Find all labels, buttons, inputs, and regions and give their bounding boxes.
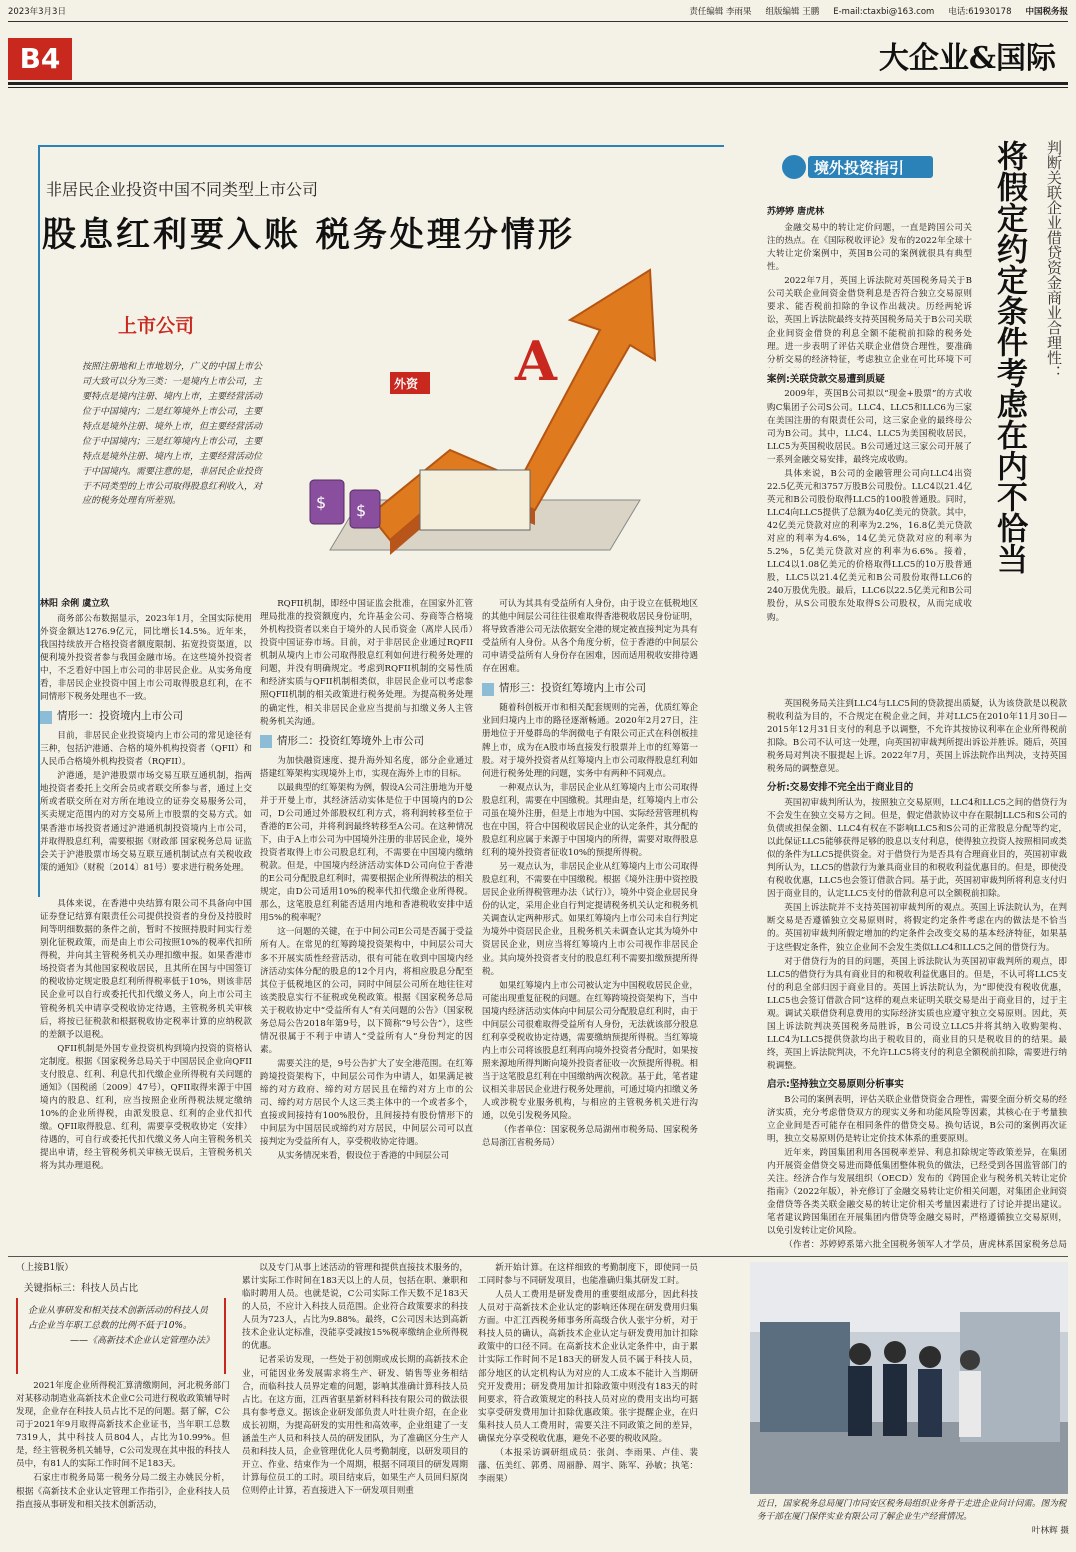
dollar-icon: $	[356, 501, 367, 520]
main-headline: 股息红利要入账 税务处理分情形	[42, 215, 575, 255]
person-head	[849, 1343, 871, 1365]
main-paragraph: 这一问题的关键，在于中间公司E公司是否属于受益所有人。在常见的红筹跨境投资架构中，中间层公司大多不开展实质性经营活动，很有可能在收到中国境内经济活动实体分配的股息的12个月内，将相应股息分配至其位于低税地区的公司，同时中间层公司所在地往往对该类股息实行不征税或免税政策。根据《国家税务总局关于税收协定中“受益所有人”有关问题的公告》（国家税务总局公告2018年第9号，以下简称“9号公告”），这些情况很属于不利于申请人“受益所有人”身份判定的因素。	[260, 927, 473, 1055]
main-column-3	[482, 598, 698, 1258]
side-byline: 苏婷婷 唐虎林	[767, 207, 825, 217]
side-subhead-case: 案例:关联贷款交易遭到质疑	[767, 374, 885, 385]
section-title: 大企业&国际	[878, 41, 1056, 76]
main-paragraph: 另一观点认为，非居民企业从红筹境内上市公司取得股息红利，不需要在中国缴税。根据《境外注册中资控股居民企业所得税管理办法（试行）》，境外中资企业居民身份的认定，采用企业自行判定提请税务机关认定和税务机关调查认定两种形式。如果红筹境内上市公司未自行判定为境外中资居民企业，且税务机关未调查认定其为境外中资居民企业，则应当将红筹境内上市公司视作非居民企业。其向境外投资者支付的股息红利不需要扣缴预提所得税。	[482, 862, 698, 977]
bottom-column-1	[16, 1380, 230, 1550]
main-paragraph: 可认为其具有受益所有人身份，由于设立在低税地区的其他中间层公司往往很难取得香港税收居民身份证明，将导致香港公司无法依据安全港的规定被直接判定为具有受益所有人身份。从各个角度分析，位于香港的中间层公司申请受益所有人身份存在困难，因而适用税收安排待遇存在困难。	[482, 599, 698, 675]
caption-text: 近日，国家税务总局厦门市同安区税务局组织业务骨干走进企业问计问需。图为税务干部在厦门保伴实业有限公司了解企业生产经营情况。	[757, 1499, 1067, 1523]
listed-company-tag: 上市公司	[118, 315, 195, 337]
top-info-line	[8, 4, 1068, 22]
quote-text: 企业从事研发和相关技术创新活动的科技人员占企业当年职工总数的比例不低于10%。	[28, 1306, 209, 1331]
side-paragraph: 近年来，跨国集团利用各国税率差异、利息扣除规定等政策差异，在集团内开展资金借贷交易进而降低集团整体税负的做法，已经受到各国监管部门的关注。经济合作与发展组织（OECD）发布的《跨国企业与税务机关转让定价指南》（2022年版），补充修订了金融交易转让定价相关问题，对集团企业间资金借贷等各类关联金融交易的转让定价相关考量因素进行了讨论并提出建议。笔者建议跨国集团在开展集团内借贷等金融交易时，严格遵循独立交易原则，以免引发转让定价风险。	[767, 1147, 1067, 1237]
section-rule-thin	[8, 87, 1068, 88]
illus-building	[420, 470, 530, 530]
bottom-divider	[8, 1256, 1068, 1257]
main-paragraph: 具体来说，在香港中央结算有限公司不具备向中国证券登记结算有限责任公司提供投资者的身份及持股时间等明细数据的条件之前，暂时不按照持股时间实行差别化征税政策，而是由上市公司按照10%的税率代扣所得税，并向其主管税务机关办理扣缴申报。如果香港市场投资者为其他国家税收居民，且其所在国与中国签订的税收协定规定股息红利所得税率低于10%，则该非居民企业可以自行或委托代扣代缴义务人，向上市公司主管税务机关申请享受税收协定待遇，主管税务机关审核后，将按已征税款和根据税收协定税率计算的应纳税款的差额予以退税。	[40, 899, 252, 1040]
main-paragraph: 沪港通，是沪港股票市场交易互联互通机制，指两地投资者委托上交所会员或者联交所参与者，通过上交所或者联交所在对方所在地设立的证券交易服务公司，买卖规定范围内的对方交易所上市股票的交易方式。如果香港市场投资者通过沪港通机制投资境内上市公司，并取得股息红利，需要根据《财政部 国家税务总局 证监会关于沪港股票市场交易互联互通机制试点有关税收政策的通知》（财税〔2014〕81号）要求进行税务处理。	[40, 771, 252, 873]
side-paragraph: 金融交易中的转让定价问题，一直是跨国公司关注的热点。在《国际税收评论》发布的2022年全球十大转让定价案例中，英国B公司的案例就很具有典型性。	[767, 223, 972, 273]
globe-icon	[782, 155, 806, 179]
side-paragraph: 2022年7月，英国上诉法院对英国税务局关于B公司关联企业间资金借贷利息是否符合独立交易原则要求、能否税前扣除的争议作出裁决。历经两轮诉讼，英国上诉法院最终支持英国税务局关于B公司关联企业间资金借贷的利息全额不能税前扣除的税务处理。进一步表明了评估关联企业借贷合理性，要准确分析交易的经济特征，考虑独立企业在可比环境下可	[767, 276, 972, 365]
stock-arrow-illustration	[270, 250, 690, 590]
side-paragraph: B公司的案例表明，评估关联企业借贷资金合理性，需要全面分析交易的经济实质，充分考虑借贷双方的现实义务和功能风险等因素，其核心在于考量独立企业间是否可能存在相同条件的借贷交易。换句话说，B公司的案例再次证明，独立交易原则仍是转让定价技术体系的重要原则。	[767, 1094, 1067, 1144]
side-author-note: （作者：苏婷婷系第六批全国税务领军人才学员，唐虎林系国家税务总局	[784, 1240, 1067, 1251]
policy-quote	[16, 1298, 226, 1374]
side-paragraph: 对于借贷行为的目的问题，英国上诉法院认为英国初审裁判所的观点，即LLC5的借贷行为具有商业目的和税收利益优惠目的。但是，不认可将LLC5支付的利息全部归因于商业目的。英国上诉法院认为，为“即使没有税收优惠，LLC5也会签订借款合同”这样的观点来证明关联交易是出于商业目的，过于主观。调试关联借贷利息费用的实际经济实质也应遵守独立交易原则。因此，英国上诉法院判决英国税务局胜诉，B公司设立LLC5并将其纳入收购架构、LLC4为LLC5提供贷款均出于税收目的，商业目的只是税收目的的结果。最终，英国上诉法院判决，不允许LLC5将支付的利息全额税前扣除，需要进行纳税调整。	[767, 956, 1067, 1072]
person-head	[884, 1341, 906, 1363]
side-column-mid	[767, 368, 972, 698]
subhead-text: 情形一：投资境内上市公司	[57, 710, 183, 723]
subhead-bar	[482, 683, 494, 696]
dollar-icon: $	[316, 493, 327, 512]
column-name: 境外投资指引	[814, 159, 905, 177]
main-paragraph: 以最典型的红筹架构为例，假设A公司注册地为开曼并于开曼上市，其经济活动实体是位于中国境内的D公司，D公司通过外部股权红利方式，将利润转移至位于香港的E公司，并将利润最终转移至A公司。在这种情况下，由于A上市公司为中国境外注册的非居民企业，境外投资者取得上市公司股息红利，不需要在中国境内缴纳税款。但是，中国境内经济活动实体D公司向位于香港的E公司分配股息红利时，需要根据企业所得税法的相关规定，由D公司适用10%的税率代扣代缴企业所得税。那么，这笔股息红利能否适用内地和香港税收安排中适用5%的税率呢？	[260, 782, 473, 924]
subhead-case-2	[260, 734, 473, 750]
bottom-column-3	[478, 1262, 698, 1550]
bottom-paragraph: 记者采访发现，一些处于初创期或成长期的高新技术企业，可能因业务发展需求将生产、研发、销售等业务相结合，而临科技人员界定难的问题，影响其准确计算科技人员占比。在这方面，江西省驱星新材料科技有限公司的做法很具有参考意义。据该企业研发部负责人叶壮贵介绍，在企业成长初期，为提高研发的实用性和高效率，企业组建了一支涵盖生产人员和科技人员的研发团队，为了准确区分生产人员和科技人员，企业管理优化人员考勤制度，以研发项目的开立、作业、结束作为一个周期，根据不同项目的研发周期计算每位员工的工时。项目结束后，如果生产人员回归原岗位则停止计算，若直接进入下一研发项目则重	[242, 1355, 468, 1497]
key-indicator-heading: 关键指标三：科技人员占比	[24, 1283, 139, 1294]
illus-letter-a: A	[515, 329, 557, 393]
person-body	[883, 1364, 907, 1436]
subhead-bar	[260, 735, 272, 748]
main-byline: 林阳 余俐 虞立玖	[40, 599, 110, 609]
subhead-case-3	[482, 681, 698, 697]
person-body	[918, 1369, 942, 1437]
side-paragraph: 英国税务局关注到LLC4与LLC5间的贷款提出质疑，认为该贷款是以税款税收利益为目的，不合规定在税企业之间，并对LLC5在2010年11月30日—2015年12月31日支付的利息予以调整，不允许其按协议利率在企业所得税前扣除。B公司不认可这一处理，向英国初审裁判所提出诉讼并胜诉。随后，英国税务局对判决不服提起上诉。2022年7月，英国上诉法院作出判决，支持英国税务局的调整意见。	[767, 699, 1067, 775]
side-subhead-insight: 启示:坚持独立交易原则分析事实	[767, 1079, 904, 1091]
main-paragraph: 需要关注的是，9号公告扩大了安全港范围。在红筹跨境投资架构下，中间层公司作为申请人，如果满足被缔约对方政府、缔约对方居民且在缔约对方上市的公司、缔约对方居民个人这三类主体中的一个或者多个，直接或间接持有100%股份，且间接持有股份情形下的中间层为中国居民或缔约对方居民，中间层公司可以直接判定为受益所有人，享受税收协定待遇。	[260, 1059, 473, 1148]
bottom-paragraph: 人员人工费用是研发费用的重要组成部分，因此科技人员对于高新技术企业认定的影响还体现在研发费用归集方面。中汇江西税务师事务所高级合伙人张宇分析，对于科技人员的确认，高新技术企业认定与研发费用加计扣除政策中的口径不同。在高新技术企业认定条件中，由于累计实际工作时间不足183天的研发人员不属于科技人员，部分地区的认定机构认为对应的人工成本不能计入当期研究开发费用；研发费用加计扣除政策中则没有183天的时间要求，符合政策规定的科技人员对应的费用支出均可据实享受研发费用加计扣除优惠政策。张宇提醒企业，在归集科技人员人工费用时，需要关注不同政策之间的差异，确保充分享受税收优惠，避免不必要的税收风险。	[478, 1290, 698, 1444]
main-paragraph: 从实务情况来看，假设位于香港的中间层公司	[277, 1151, 450, 1162]
page-number-badge: B4	[8, 38, 72, 80]
person-head	[919, 1346, 941, 1368]
side-subhead-analysis: 分析:交易安排不完全出于商业目的	[767, 782, 914, 794]
side-subheadline: 判断关联企业借贷资金商业合理性：	[1045, 140, 1063, 380]
main-paragraph: RQFII机制，即经中国证监会批准，在国家外汇管理局批准的投资额度内，允许基金公司、券商等合格境外机构投资者以来自于境外的人民币资金（离岸人民币）投资中国证券市场。目前，对于非居民企业通过RQFII机制从境内上市公司取得股息红利如何进行税务处理的问题，并没有明确规定。考虑到RQFII机制的交易性质和经济实质与QFII机制相类似，非居民企业可以考虑参照QFII机制的相关政策进行税务处理。为提高税务处理的确定性，相关非居民企业应当提前与扣缴义务人主管税务机关沟通。	[260, 599, 473, 727]
section-rule	[8, 82, 1068, 85]
person-head	[960, 1350, 980, 1370]
contact-phone: 电话:61930178	[948, 7, 1012, 18]
bottom-paragraph: 2021年度企业所得税汇算清缴期间，河北税务部门对某移动制造业高新技术企业C公司进行税收政策辅导时发现，企业存在科技人员占比不足的问题。据了解，C公司于2021年9月取得高新技术企业证书，当年职工总数7319人，其中科技人员804人，占比为10.99%。但是，经主管税务机关辅导，C公司发现在其申报的科技人员中，有81人的实际工作时间不足183天。	[16, 1381, 230, 1470]
subhead-text: 情形三：投资红筹境内上市公司	[499, 682, 646, 695]
quote-source: ——《高新技术企业认定管理办法》	[69, 1335, 214, 1346]
main-kicker: 非居民企业投资中国不同类型上市公司	[46, 180, 319, 199]
main-paragraph: 商务部公布数据显示，2023年1月，全国实际使用外资金额达1276.9亿元，同比增长14.5%。近年来，我国持续放开合格投资者额度限制、拓宽投资渠道，以便利境外投资者参与我国金融市场。在这些境外投资者中，不乏看好中国上市公司的非居民企业。从实务角度看，非居民企业投资中国上市公司取得股息红利，在不同情形下税务处理也不一致。	[40, 613, 252, 703]
photo-caption	[757, 1498, 1069, 1538]
responsible-editor: 责任编辑 李雨果	[689, 7, 752, 18]
research-team-note: （本报采访调研组成员：张剑、李雨果、卢佳、裴藩、伍美红、郭勇、周丽静、周宇、陈军、孙敏；执笔：李雨果）	[478, 1447, 698, 1484]
main-paragraph: 如果红筹境内上市公司被认定为中国税收居民企业，可能出现重复征税的问题。在红筹跨境投资架构下，当中国境内经济活动实体向中间层公司分配股息红利时，由于中间层公司很难取得受益所有人身份，无法就该部分股息红利享受税收协定待遇，需要缴纳预提所得税。当红筹境内上市公司将该股息红利再向境外投资者分配时，如果按照来源地所得判断向境外投资者征收一次预提所得税。相当于这笔股息红利在中国缴纳两次税款。基于此，笔者建议相关非居民企业进行税务处理前，可通过境内扣缴义务人或涉税专业服务机构，与相应的主管税务机关进行沟通，以免引发税务风险。	[482, 980, 698, 1122]
main-column-1	[40, 598, 252, 898]
main-paragraph: 一种观点认为，非居民企业从红筹境内上市公司取得股息红利，需要在中国缴税。其理由是，红筹境内上市公司虽在境外注册，但是上市地为中国、实际经营管理机构也在中国，符合中国税收居民企业的认定条件，其分配的股息红利应属于来源于中国境内的所得，需要对取得股息红利的境外投资者征收10%的预提所得税。	[482, 782, 698, 859]
subhead-bar	[40, 711, 52, 724]
person-body	[848, 1366, 872, 1436]
side-column-wide	[767, 698, 1067, 1252]
bottom-paragraph: 石家庄市税务局第一税务分局二级主办姚民分析，根据《高新技术企业认定管理工作指引》，企业科技人员指直接从事研发和相关技术创新活动，	[16, 1473, 230, 1510]
main-paragraph: 目前，非居民企业投资境内上市公司的常见途径有三种，包括沪港通、合格的境外机构投资者（QFII）和人民币合格境外机构投资者（RQFII）。	[40, 731, 252, 768]
side-paragraph: 英国初审裁判所认为，按照独立交易原则，LLC4和LLC5之间的借贷行为不会发生在独立交易方之间。但是，假定借款协议中存在限制LLC5和S公司的负债或担保金额、LLC4有权在不影响LLC5和S公司的正常股息分配等约定，以此保证LLC5能够获得足够的股息以支付利息，使得独立投资人按照相同或类似的条件为LLC5提供资金。对于借贷行为是否具有合理商业目的，英国初审裁判所认为，LLC5的借款行为兼具商业目的和税收利益优惠目的。但是，即使没有税收优惠，LLC5也会签订借款合同。基于此，英国初审裁判所将利息支付归因于商业目的，认定LLC5支付的借款利息可以全额税前扣除。	[767, 797, 1067, 900]
side-paragraph: 具体来说，B公司的金融管理公司向LLC4出资22.5亿英元和3757万股B公司股份。LLC4以21.4亿英元和B公司股份取得LLC5的100股普通股。同时，LLC4向LLC5提供了总额为40亿美元的贷款。其中，42亿美元贷款对应的利率为2.2%，16.8亿美元贷款对应的利率为4.6%，14亿美元贷款对应的利率为5.2%，5亿美元贷款对应的利率为6.6%。接着，LLC4以1.08亿美元的价格取得LLC5的10万股普通股，LLC5以21.4亿美元和B公司股份取得LLC6的240万股优先股。最后，LLC6以22.5亿美元和B公司股份，从S公司股东处取得S公司股权，从而完成收购。	[767, 468, 972, 623]
main-column-2	[260, 598, 473, 1258]
main-intro: 按照注册地和上市地划分，广义的中国上市公司大致可以分为三类：一是境内上市公司，主要特点是境内注册、境内上市，主要经营活动位于中国境内；二是红筹境外上市公司，主要特点是境外注册、境外上市，但主要经营活动位于中国境内；三是红筹境内上市公司，主要特点是境外注册、境内上市，主要经营活动位于中国境内。需要注意的是，非居民企业投资于不同类型的上市公司取得股息红利收入，对应的税务处理有所差别。	[82, 362, 263, 507]
main-column-1-cont	[40, 898, 252, 1254]
side-paragraph: 英国上诉法院并不支持英国初审裁判所的观点。英国上诉法院认为，在判断交易是否遵循独立交易原则时，将假定约定条件考虑在内的做法是不恰当的。英国初审裁判所假定增加的约定条件会改变交易的基本经济特征，如果基于这些假定条件，独立企业间不会发生类似LLC4和LLC5之间的借贷行为。	[767, 903, 1067, 953]
news-photo	[750, 1262, 1068, 1494]
contact-email: E-mail:ctaxbi@163.com	[833, 7, 935, 18]
person-body	[959, 1371, 981, 1437]
photo-equipment	[760, 1322, 850, 1432]
newspaper-name: 中国税务报	[1025, 7, 1068, 18]
foreign-flag-label: 外资	[394, 377, 419, 391]
side-headline: 将假定约定条件考虑在内不恰当	[991, 140, 1027, 574]
bottom-paragraph: 新开始计算。在这样细致的考勤制度下，即使同一员工同时参与不同研发项目，也能准确归集其研发工时。	[478, 1263, 698, 1287]
layout-editor: 组版编辑 王鹏	[765, 7, 820, 18]
subhead-case-1	[40, 709, 252, 725]
column-badge	[780, 152, 935, 182]
bottom-column-2	[242, 1262, 468, 1550]
subhead-text: 情形二：投资红筹境外上市公司	[277, 734, 424, 747]
photographer-credit: 叶林辉 摄	[1031, 1525, 1069, 1536]
main-paragraph: 随着科创板开市和相关配套规则的完善，优质红筹企业回归境内上市的路径逐渐畅通。2020年2月27日，注册地位于开曼群岛的华润微电子有限公司正式在科创板挂牌上市，成为在A股市场直接发行股票并上市的红筹第一股。对于境外投资者从红筹境内上市公司取得股息红利如何进行税务处理的问题，实务中有两种不同观点。	[482, 703, 698, 779]
issue-date: 2023年3月3日	[8, 7, 66, 18]
jump-from-label: （上接B1版）	[16, 1263, 74, 1273]
side-column-top	[767, 222, 972, 368]
bottom-paragraph: 以及专门从事上述活动的管理和提供直接技术服务的，累计实际工作时间在183天以上的人员，包括在职、兼职和临时聘用人员。也就是说，C公司实际工作天数不足183天的人员，不应计入科技人员范围。企业符合政策要求的科技人员为723人，占比为9.88%。最终，C公司因未达到高新技术企业认定标准，没能享受减按15%税率缴纳企业所得税的优惠。	[242, 1263, 468, 1352]
side-paragraph: 2009年，英国B公司拟以“现金+股票”的方式收购C集团子公司S公司。LLC4、LLC5和LLC6为三家在美国注册的有限责任公司，这三家企业的最终母公司为B公司。其中，LLC4、LLC5为美国税收居民，LLC5为英国税收居民。B公司通过这三家公司开展了一系列金融交易安排，最终完成收购。	[767, 389, 972, 465]
main-paragraph: QFII机制是外国专业投资机构到境内投资的资格认定制度。根据《国家税务总局关于中国居民企业向QFII支付股息、红利、利息代扣代缴企业所得税有关问题的通知》（国税函〔2009〕47号），QFII取得来源于中国境内的股息、红利，应当按照企业所得税法规定缴纳10%的企业所得税，由派发股息、红利的企业代扣代缴。QFII取得股息、红利，需要享受税收协定（安排）待遇的，可自行或委托代扣代缴义务人向主管税务机关提出申请，经主管税务机关审核无误后，主管税务机关将为其办理退税。	[40, 1043, 252, 1172]
main-paragraph: 为加快融资速度、提升海外知名度，部分企业通过搭建红筹架构实现境外上市，实现在海外上市的目标。	[260, 755, 473, 779]
author-affiliation: （作者单位：国家税务总局湖州市税务局、国家税务总局浙江省税务局）	[482, 1125, 698, 1149]
